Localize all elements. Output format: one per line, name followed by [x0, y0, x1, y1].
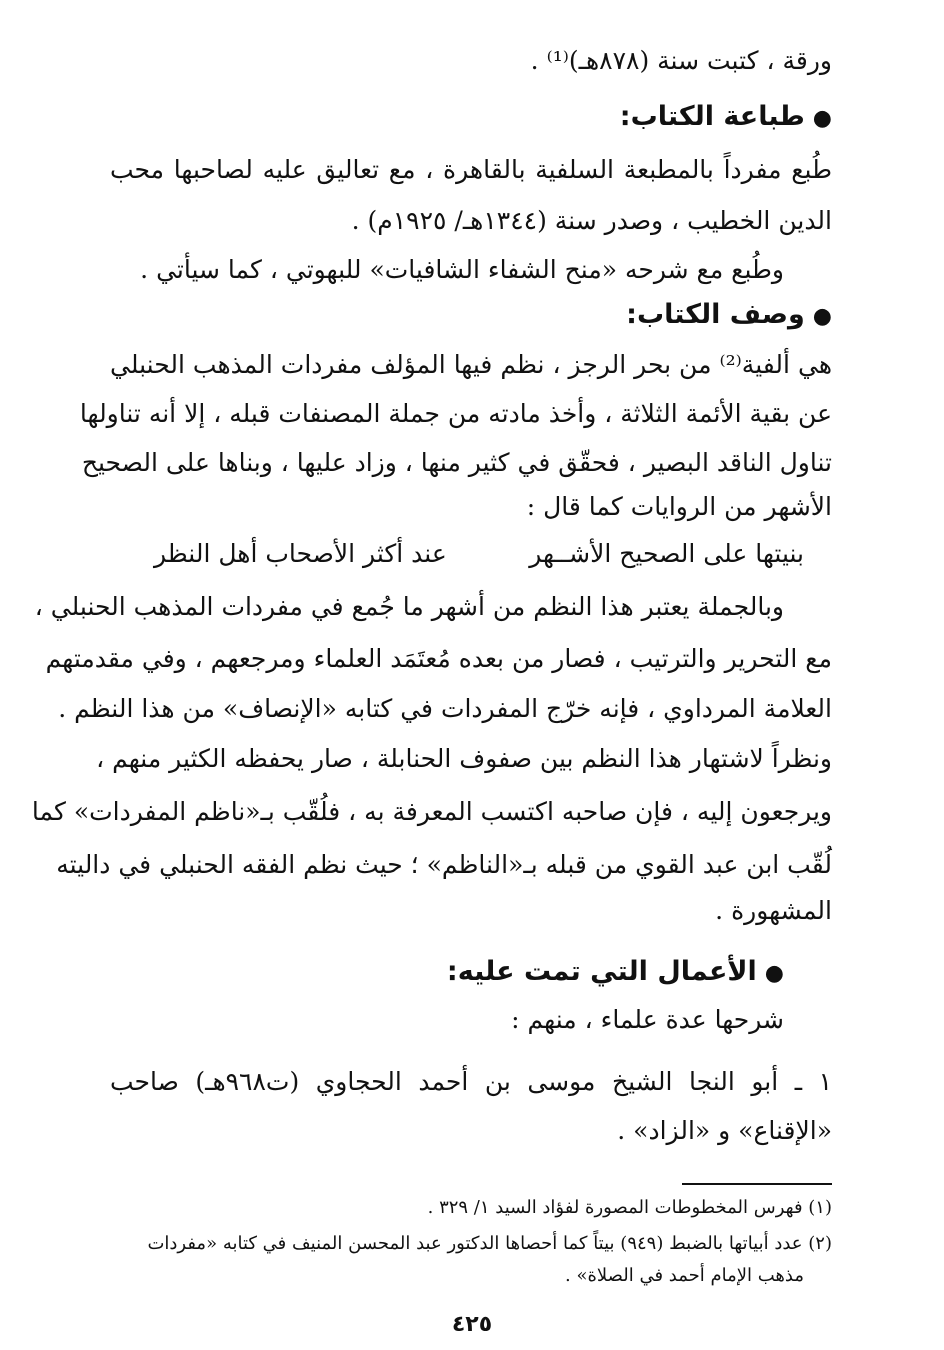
heading-text: طباعة الكتاب:: [619, 101, 805, 132]
text-line: العلامة المرداوي ، فإنه خرّج المفردات في كتابه «الإنصاف» من هذا النظم .: [58, 694, 832, 723]
poem-verse: [154, 537, 804, 573]
footnote: (١) فهرس المخطوطات المصورة لفؤاد السيد ١/ ٣٢٩ .: [427, 1197, 832, 1218]
text-line: ويرجعون إليه ، فإن صاحبه اكتسب المعرفة به ، فلُقّب بـ«ناظم المفردات» كما: [31, 797, 832, 826]
text-line: ونظراً لاشتهار هذا النظم بين صفوف الحنابلة ، صار يحفظه الكثير منهم ،: [96, 744, 832, 773]
text-line: تناول الناقد البصير ، فحقّق في كثير منها ، وزاد عليها ، وبناها على الصحيح: [81, 448, 832, 477]
bullet-icon: ●: [764, 961, 784, 986]
bullet-icon: ●: [812, 106, 832, 131]
page-number: ٤٢٥: [451, 1312, 493, 1337]
text-line: هي ألفية⁽²⁾ من بحر الرجز ، نظم فيها المؤلف مفردات المذهب الحنبلي: [110, 350, 833, 379]
list-item: ١ ـ أبو النجا الشيخ موسى بن أحمد الحجاوي (ت٩٦٨هـ) صاحب: [110, 1067, 832, 1096]
footnote-divider: [682, 1183, 832, 1185]
footnote: مذهب الإمام أحمد في الصلاة» .: [565, 1265, 804, 1286]
verse-first-hemistich: بنيتها على الصحيح الأشــهر: [529, 539, 804, 568]
text-line: شرحها عدة علماء ، منهم :: [511, 1005, 784, 1034]
text-line: مع التحرير والترتيب ، فصار من بعده مُعتَمَد العلماء ومرجعهم ، وفي مقدمتهم: [45, 644, 832, 673]
bullet-icon: ●: [812, 304, 832, 329]
text-line: وطُبع مع شرحه «منح الشفاء الشافيات» للبهوتي ، كما سيأتي .: [140, 255, 784, 284]
section-heading-printing: [110, 100, 832, 136]
footnote: (٢) عدد أبياتها بالضبط (٩٤٩) بيتاً كما أحصاها الدكتور عبد المحسن المنيف في كتابه «مفردات: [147, 1233, 832, 1254]
text-line: لُقّب ابن عبد القوي من قبله بـ«الناظم» ؛ حيث نظم الفقه الحنبلي في داليته: [56, 850, 832, 879]
heading-text: وصف الكتاب:: [626, 299, 805, 330]
list-item: «الإقناع» و «الزاد» .: [617, 1116, 832, 1145]
section-heading-works: [110, 955, 784, 991]
text-line: ورقة ، كتبت سنة (٨٧٨هـ)⁽¹⁾ .: [530, 46, 832, 75]
text-line: عن بقية الأئمة الثلاثة ، وأخذ مادته من جملة المصنفات قبله ، إلا أنه تناولها: [79, 399, 832, 428]
text-line: الأشهر من الروايات كما قال :: [526, 492, 832, 521]
text-line: الدين الخطيب ، وصدر سنة (١٣٤٤هـ/ ١٩٢٥م) .: [351, 206, 832, 235]
verse-second-hemistich: عند أكثر الأصحاب أهل النظر: [154, 539, 447, 568]
section-heading-description: [110, 298, 832, 334]
text-line: المشهورة .: [715, 896, 832, 925]
text-line: طُبع مفرداً بالمطبعة السلفية بالقاهرة ، مع تعاليق عليه لصاحبها محب: [110, 155, 832, 184]
heading-text: الأعمال التي تمت عليه:: [446, 956, 757, 987]
text-line: وبالجملة يعتبر هذا النظم من أشهر ما جُمع في مفردات المذهب الحنبلي ،: [34, 592, 784, 621]
